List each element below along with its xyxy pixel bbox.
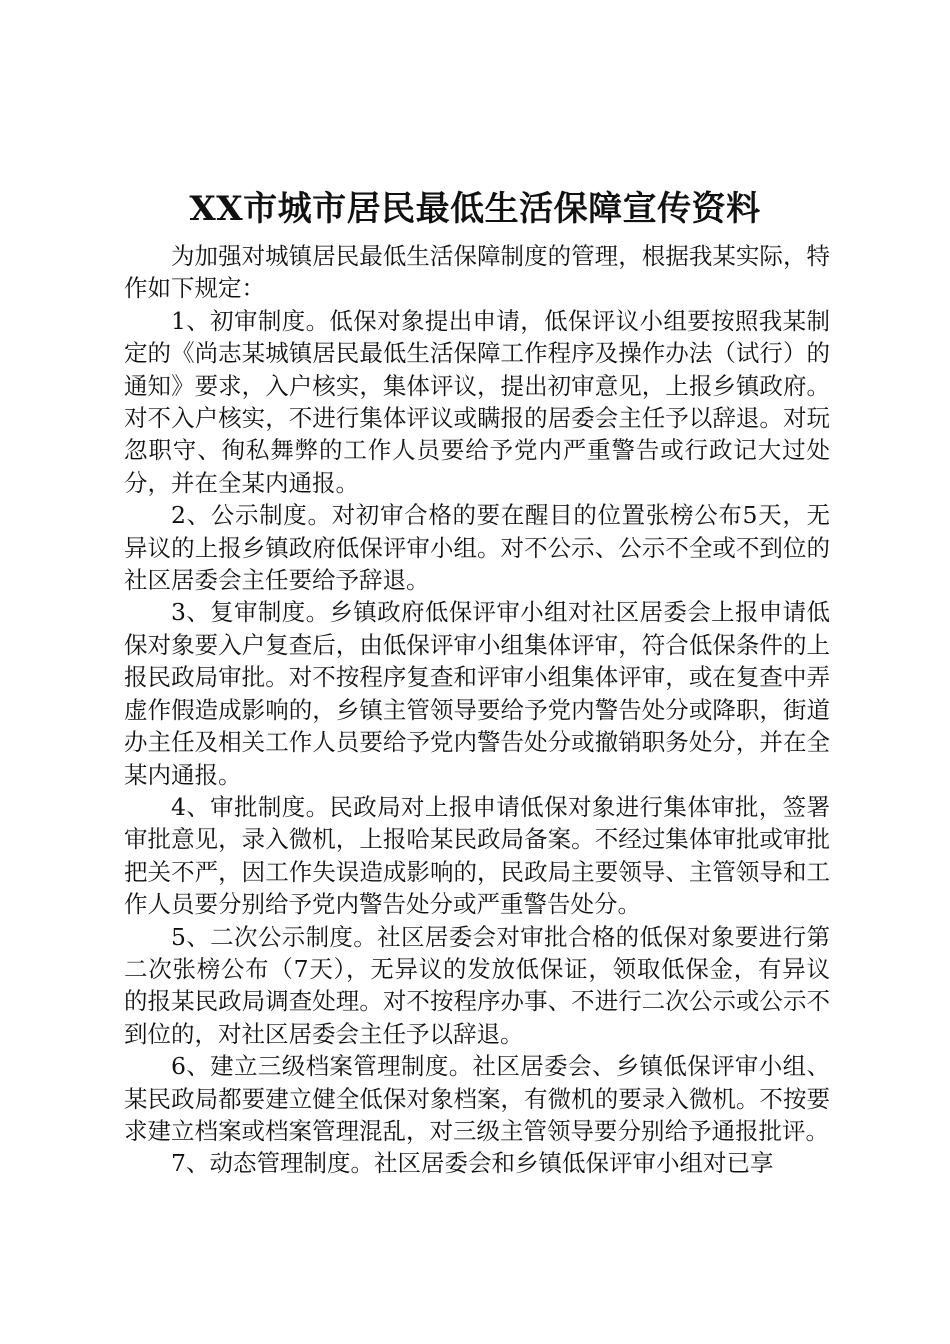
paragraph-intro: 为加强对城镇居民最低生活保障制度的管理，根据我某实际，特作如下规定：	[124, 242, 830, 303]
paragraph-second-notice: 5、二次公示制度。社区居委会对审批合格的低保对象要进行第二次张榜公布（7天），无异议的发放低保证，领取低保金，有异议的报某民政局调查处理。对不按程序办事、不进行二次公示或公示不到位的，对社区居委会主任予以辞退。	[124, 922, 830, 1048]
paragraph-initial-review: 1、初审制度。低保对象提出申请，低保评议小组要按照我某制定的《尚志某城镇居民最低生活保障工作程序及操作办法（试行）的通知》要求，入户核实，集体评议，提出初审意见，上报乡镇政府。对不入户核实，不进行集体评议或瞒报的居委会主任予以辞退。对玩忽职守、徇私舞弊的工作人员要给予党内严重警告或行政记大过处分，并在全某内通报。	[124, 306, 830, 497]
paragraph-approval: 4、审批制度。民政局对上报申请低保对象进行集体审批，签署审批意见，录入微机，上报哈某民政局备案。不经过集体审批或审批把关不严，因工作失误造成影响的，民政局主要领导、主管领导和工作人员要分别给予党内警告处分或严重警告处分。	[124, 792, 830, 919]
paragraph-archive-management: 6、建立三级档案管理制度。社区居委会、乡镇低保评审小组、某民政局都要建立健全低保对象档案，有微机的要录入微机。不按要求建立档案或档案管理混乱，对三级主管领导要分别给予通报批评。	[124, 1052, 830, 1145]
paragraph-public-notice: 2、公示制度。对初审合格的要在醒目的位置张榜公布5天，无异议的上报乡镇政府低保评审小组。对不公示、公示不全或不到位的社区居委会主任要给予辞退。	[124, 501, 830, 595]
paragraph-second-review: 3、复审制度。乡镇政府低保评审小组对社区居委会上报申请低保对象要入户复查后，由低保评审小组集体评审，符合低保条件的上报民政局审批。对不按程序复查和评审小组集体评审，或在复查中弄虚作假造成影响的，乡镇主管领导要给予党内警告处分或降职，街道办主任及相关工作人员要给予党内警告处分或撤销职务处分，并在全某内通报。	[124, 598, 830, 789]
document-body	[124, 240, 830, 1180]
document-title: XX市城市居民最低生活保障宣传资料	[189, 189, 761, 229]
paragraph-dynamic-management: 7、动态管理制度。社区居委会和乡镇低保评审小组对已享	[171, 1149, 774, 1178]
